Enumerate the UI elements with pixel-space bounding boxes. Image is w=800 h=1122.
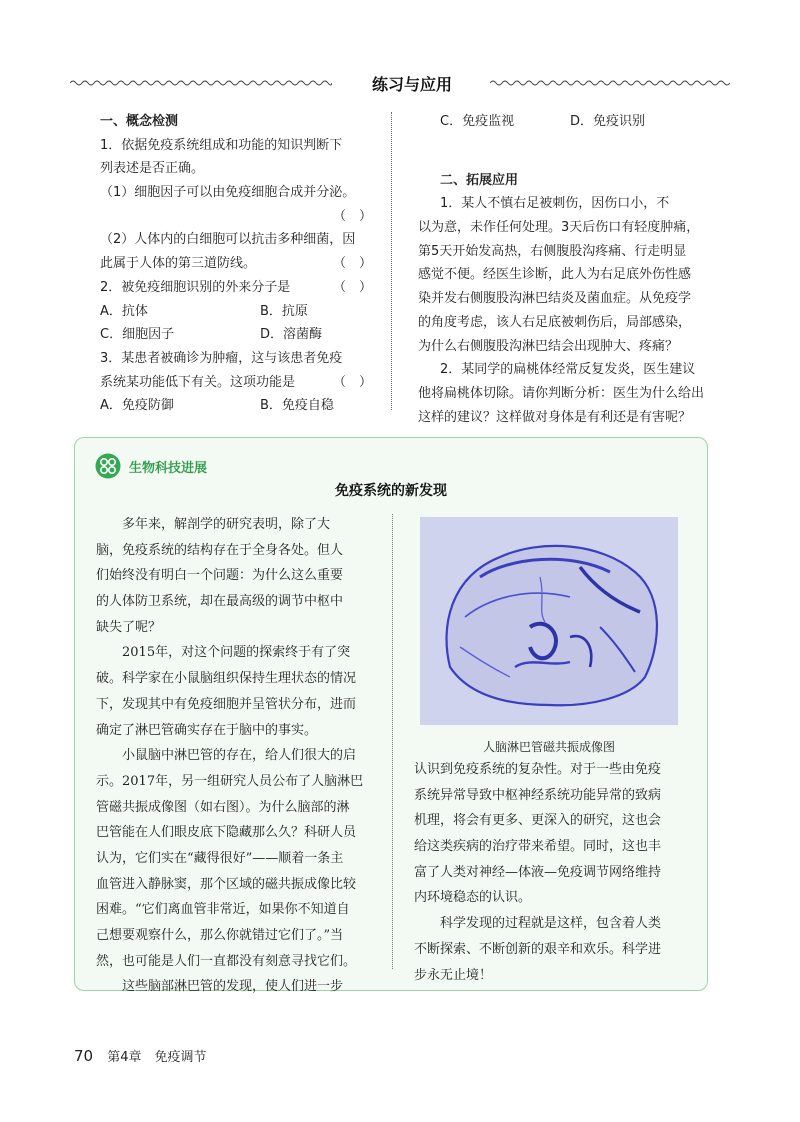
text-line: 1．依据免疫系统组成和功能的知识判断下 xyxy=(100,137,343,153)
text-line: （2）人体内的白细胞可以抗击多种细菌，因 xyxy=(100,232,356,248)
text-line: 为什么右侧腹股沟淋巴结会出现肿大、疼痛？ xyxy=(418,338,679,354)
option-b: B．抗原 xyxy=(260,303,308,319)
image-caption: 人脑淋巴管磁共振成像图 xyxy=(482,740,615,754)
exercise-right-column xyxy=(418,110,710,429)
brain-lymphatic-mri-image xyxy=(420,517,678,725)
box-title: 免疫系统的新发现 xyxy=(335,483,447,499)
option-d: D．溶菌酶 xyxy=(260,327,323,343)
text-line: 然，也可能是人们一直都没有刻意寻找它们。 xyxy=(96,953,357,969)
page-footer xyxy=(74,1046,207,1065)
text-line: 巴管能在人们眼皮底下隐藏那么久？科研人员 xyxy=(96,825,357,841)
heading-extended-application: 二、拓展应用 xyxy=(440,172,519,188)
text-line: 以为意，未作任何处理。3天后伤口有轻度肿痛， xyxy=(418,220,700,236)
option-c: C．细胞因子 xyxy=(100,327,175,343)
text-line: 系统异常导致中枢神经系统功能异常的致病 xyxy=(414,787,662,803)
box-column-divider xyxy=(392,514,393,969)
text-line: 第5天开始发高热，右侧腹股沟疼痛、行走明显 xyxy=(418,243,687,259)
text-line: 内环境稳态的认识。 xyxy=(414,890,532,906)
box-right-text xyxy=(414,757,698,988)
option-c: C．免疫监视 xyxy=(440,114,515,129)
text-line: 破。科学家在小鼠脑组织保持生理状态的情况 xyxy=(96,671,357,687)
text-line: 下，发现其中有免疫细胞并呈管状分布，进而 xyxy=(96,696,357,712)
answer-bracket: （ ） xyxy=(332,256,372,272)
text-line: 脑，免疫系统的结构存在于全身各处。但人 xyxy=(96,542,344,558)
text-line: 科学发现的过程就是这样，包含着人类 xyxy=(440,916,662,932)
section-title: 练习与应用 xyxy=(371,75,452,94)
text-line: 认识到免疫系统的复杂性。对于一些由免疫 xyxy=(414,762,662,777)
text-line: 多年来，解剖学的研究表明，除了大 xyxy=(122,517,331,532)
text-line: 这些脑部淋巴管的发现，使人们进一步 xyxy=(122,979,344,995)
wavy-rule-left xyxy=(70,75,332,91)
text-line: 们始终没有明白一个问题：为什么这么重要 xyxy=(96,568,344,584)
text-line: 小鼠脑中淋巴管的存在，给人们很大的启 xyxy=(122,748,357,764)
text-line: 机理，将会有更多、更深入的研究，这也会 xyxy=(414,813,662,829)
text-line: 富了人类对神经—体液—免疫调节网络维持 xyxy=(414,864,662,880)
option-d: D．免疫识别 xyxy=(570,114,646,129)
text-line: 步永无止境！ xyxy=(414,967,493,983)
heading-concept-check: 一、概念检测 xyxy=(100,114,179,129)
text-line: 系统某功能低下有关。这项功能是 xyxy=(100,374,296,390)
text-line: 1．某人不慎右足被刺伤，因伤口小，不 xyxy=(440,196,670,212)
wavy-rule-right xyxy=(490,75,730,91)
text-line: 管磁共振成像图（如右图）。为什么脑部的淋 xyxy=(96,799,350,815)
text-line: 2．某同学的扁桃体经常反复发炎，医生建议 xyxy=(440,362,696,378)
question-3: 3．某患者被确诊为肿瘤，这与该患者免疫 xyxy=(100,350,343,366)
text-line: 他将扁桃体切除。请你判断分析：医生为什么给出 xyxy=(418,385,705,401)
answer-bracket: （ ） xyxy=(332,279,372,295)
column-divider xyxy=(391,112,392,410)
bio-tech-icon xyxy=(95,453,121,479)
text-line: 确定了淋巴管确实存在于脑中的事实。 xyxy=(96,722,318,738)
option-a: A．免疫防御 xyxy=(100,398,174,414)
box-left-text xyxy=(96,512,378,1000)
option-b: B．免疫自稳 xyxy=(260,398,334,414)
text-line: 的人体防卫系统，却在最高级的调节中枢中 xyxy=(96,594,344,610)
text-line: 的角度考虑，该人右足底被刺伤后，局部感染， xyxy=(418,314,692,330)
text-line: 血管进入静脉窦，那个区域的磁共振成像比较 xyxy=(96,876,357,892)
question-2: 2．被免疫细胞识别的外来分子是 xyxy=(100,279,291,295)
page-number: 70 xyxy=(74,1047,94,1065)
exercise-left-column xyxy=(100,110,372,418)
text-line: 困难。“它们离血管非常近，如果你不知道自 xyxy=(96,902,350,918)
text-line: 示。2017年，另一组研究人员公布了人脑淋巴 xyxy=(96,773,364,789)
answer-bracket: （ ） xyxy=(332,208,372,224)
text-line: 己想要观察什么，那么你就错过它们了。”当 xyxy=(96,928,344,943)
text-line: 认为，它们实在“藏得很好”——顺着一条主 xyxy=(96,850,344,866)
text-line: 给这类疾病的治疗带来希望。同时，这也丰 xyxy=(414,839,662,855)
text-line: 感觉不便。经医生诊断，此人为右足底外伤性感 xyxy=(418,267,692,283)
text-line: 此属于人体的第三道防线。 xyxy=(100,256,257,272)
option-a: A．抗体 xyxy=(100,303,148,319)
box-label: 生物科技进展 xyxy=(129,461,208,476)
text-line: 列表述是否正确。 xyxy=(100,161,205,177)
text-line: 这样的建议？这样做对身体是有利还是有害呢？ xyxy=(418,409,692,425)
answer-bracket: （ ） xyxy=(332,374,372,390)
text-line: 不断探索、不断创新的艰辛和欢乐。科学进 xyxy=(414,941,662,957)
text-line: 缺失了呢？ xyxy=(96,619,162,635)
text-line: 2015年，对这个问题的探索终于有了突 xyxy=(122,645,351,661)
section-title-bar xyxy=(70,72,730,96)
text-line: （1）细胞因子可以由免疫细胞合成并分泌。 xyxy=(100,185,356,201)
text-line: 染并发右侧腹股沟淋巴结炎及菌血症。从免疫学 xyxy=(418,291,692,307)
chapter-label: 第4章 免疫调节 xyxy=(107,1050,207,1065)
